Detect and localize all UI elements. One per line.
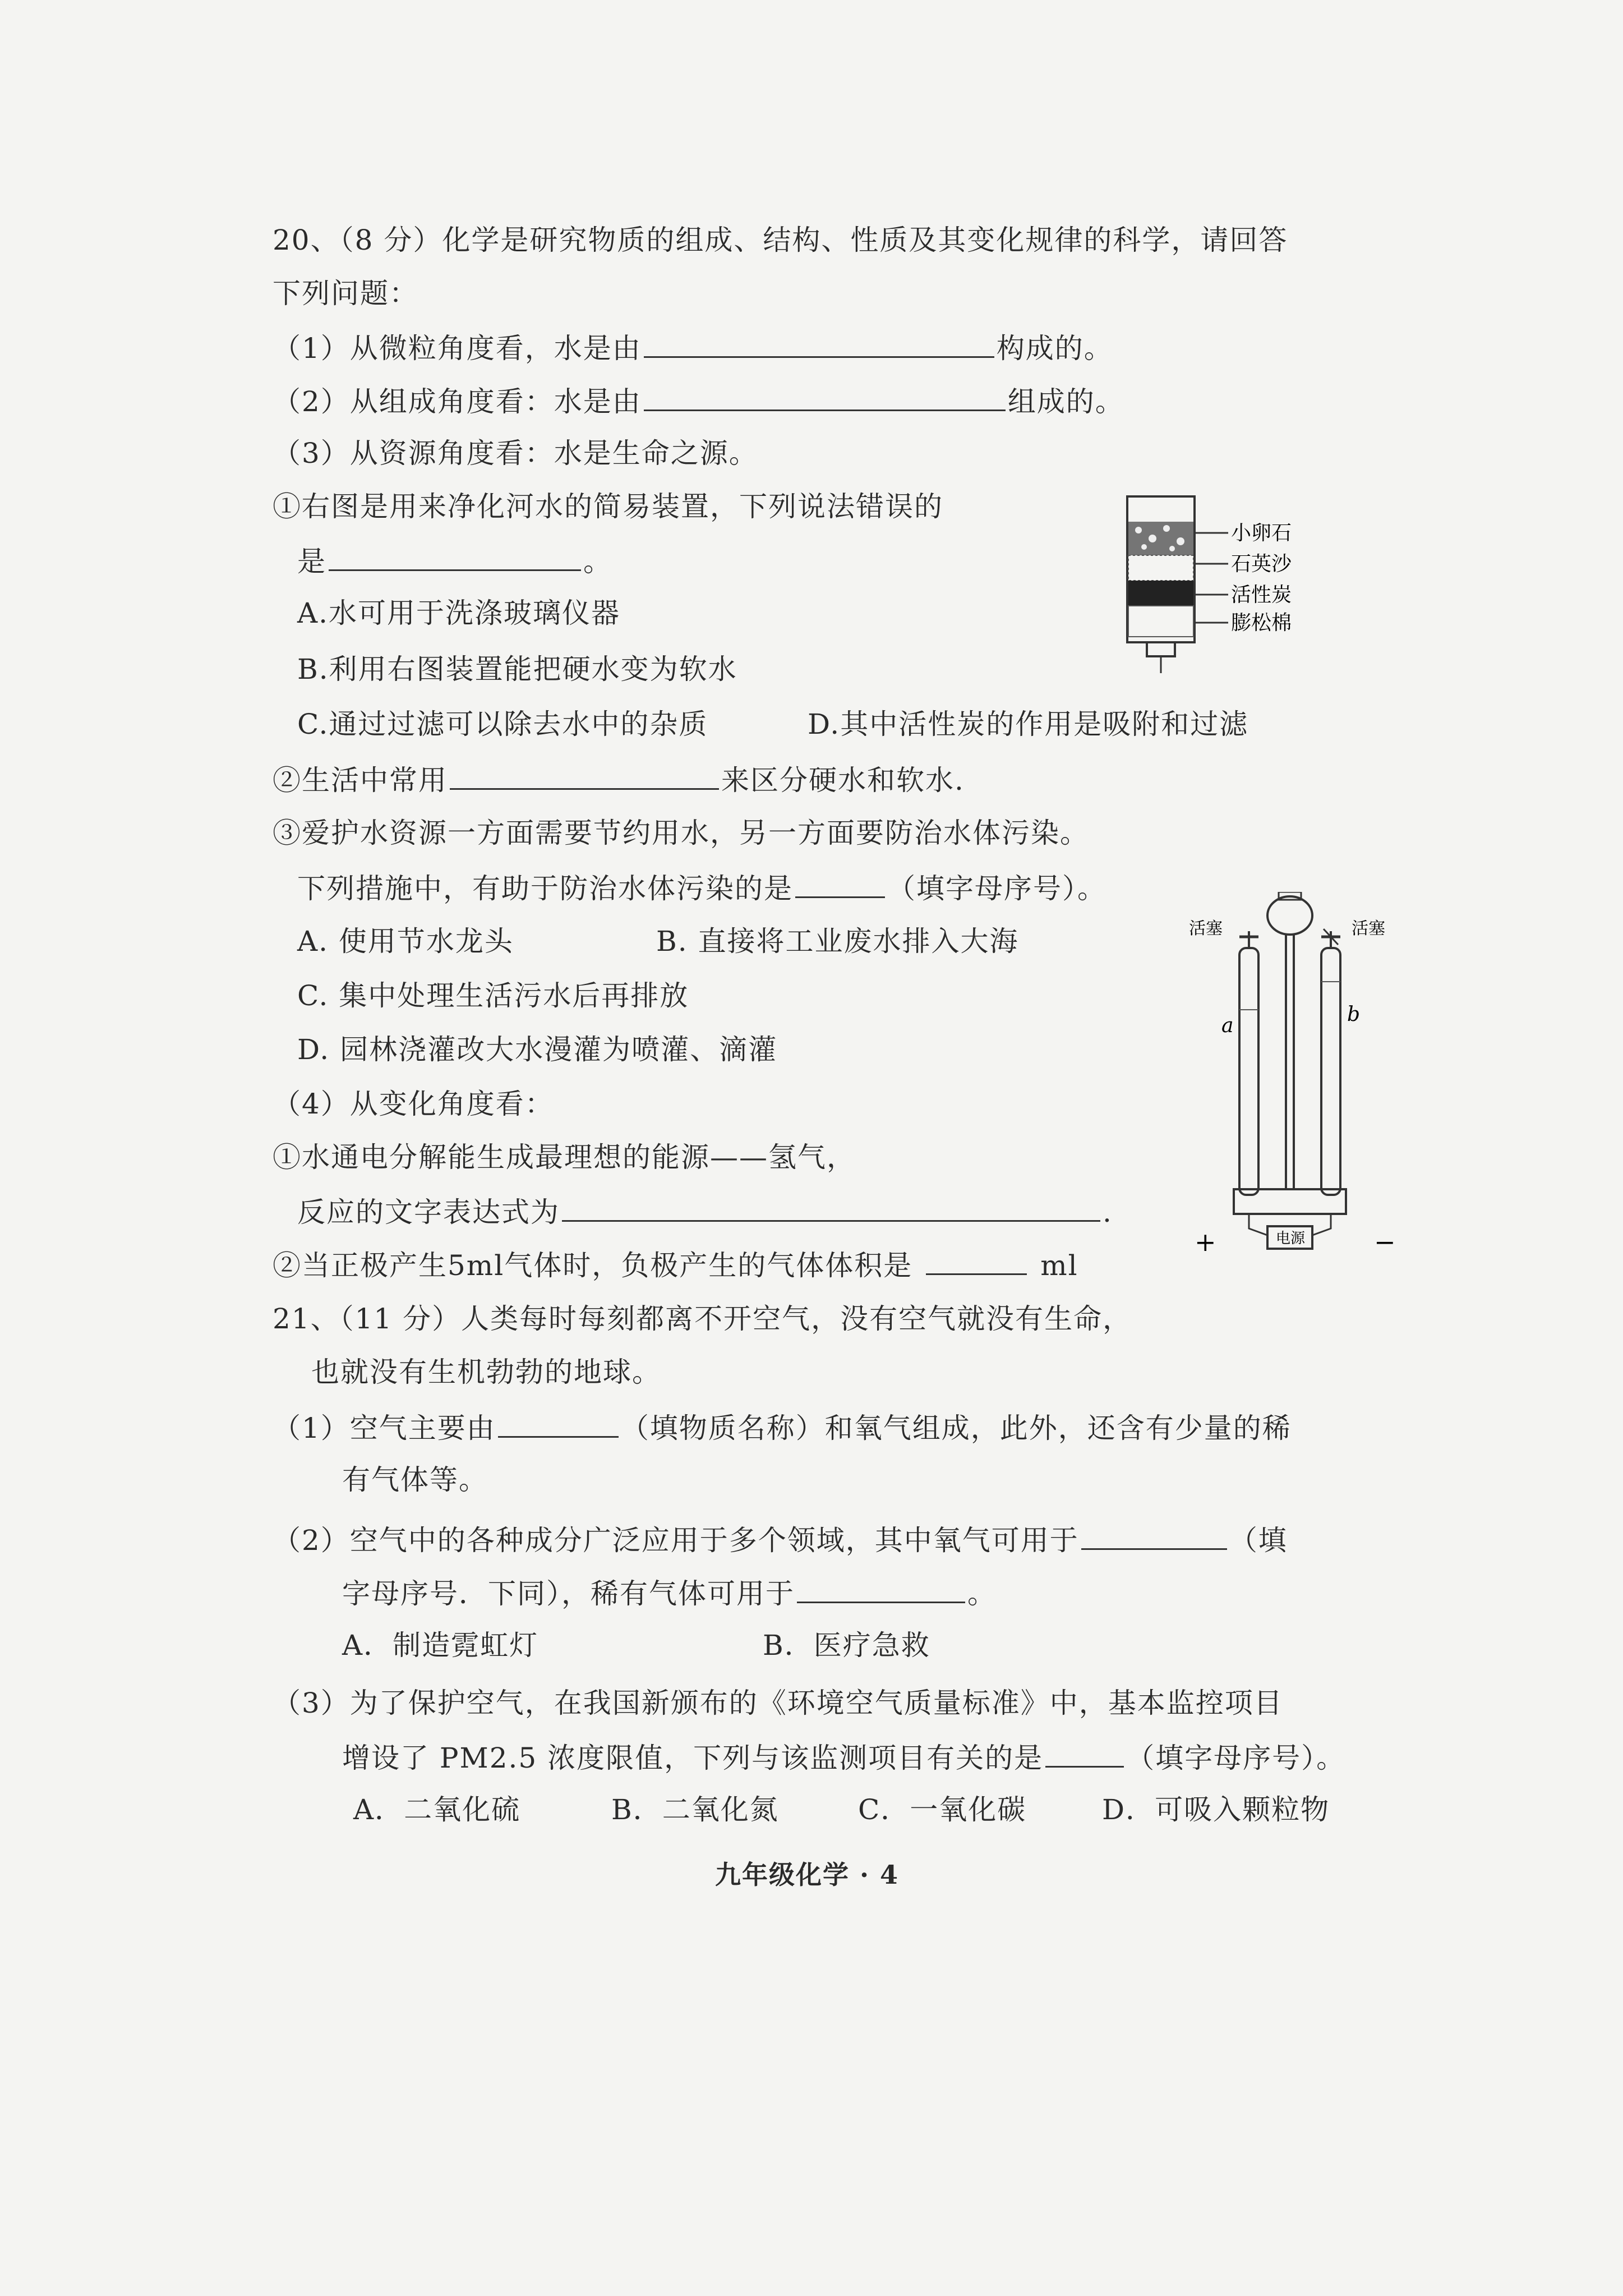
page-footer: 九年级化学 · 4 bbox=[715, 1860, 900, 1890]
electrolysis-figure bbox=[1183, 892, 1396, 1279]
q20-part4-sub2-blank[interactable] bbox=[926, 1245, 1027, 1275]
q21-header-cont: 也就没有生机勃勃的地球。 bbox=[311, 1356, 661, 1388]
q20-part4-sub1: ①水通电分解能生成最理想的能源——氢气， bbox=[273, 1141, 856, 1174]
tube-a bbox=[1239, 948, 1258, 1195]
q20-part2-suffix: 组成的。 bbox=[1007, 385, 1124, 418]
q21-part3-prefix: 增设了 PM2.5 浓度限值，下列与该监测项目有关的是 bbox=[342, 1742, 1044, 1774]
label-power-supply: 电源 bbox=[1276, 1230, 1306, 1247]
label-cotton: 膨松棉 bbox=[1231, 611, 1292, 634]
q21-part1-cont: 有气体等。 bbox=[342, 1464, 488, 1496]
q20-sub3-option-b: B. 直接将工业废水排入大海 bbox=[656, 925, 1019, 958]
q21-part3-option-a: A．二氧化硫 bbox=[353, 1793, 521, 1826]
q20-part3: （3）从资源角度看：水是生命之源。 bbox=[273, 437, 758, 470]
label-tube-b: b bbox=[1347, 1003, 1361, 1026]
apparatus-base bbox=[1234, 1189, 1346, 1214]
q20-sub1-prefix: 是 bbox=[297, 545, 326, 578]
q20-sub1-option-a: A.水可用于洗涤玻璃仪器 bbox=[297, 597, 621, 629]
q20-part4-sub2 bbox=[273, 1245, 1078, 1284]
water-filter-figure bbox=[1099, 494, 1357, 684]
q21-part3-blank[interactable] bbox=[1045, 1738, 1124, 1768]
tube-b bbox=[1321, 948, 1340, 1195]
reservoir-bulb bbox=[1267, 896, 1312, 935]
label-pebbles: 小卵石 bbox=[1231, 522, 1292, 545]
q20-part2-blank[interactable] bbox=[644, 381, 1006, 411]
q20-part4-sub1-suffix: . bbox=[1103, 1196, 1113, 1228]
q21-part3: （3）为了保护空气，在我国新颁布的《环境空气质量标准》中，基本监控项目 bbox=[273, 1687, 1283, 1719]
q20-part1-prefix: （1）从微粒角度看，水是由 bbox=[273, 332, 642, 365]
q21-part2 bbox=[273, 1520, 1288, 1559]
label-right-stopcock: 活塞 bbox=[1352, 919, 1385, 938]
label-tube-a: a bbox=[1221, 1014, 1234, 1037]
cotton-layer bbox=[1128, 606, 1193, 637]
q20-part4-sub2-suffix: ml bbox=[1040, 1249, 1078, 1282]
q20-part1-suffix: 构成的。 bbox=[996, 332, 1113, 365]
q21-part2-cont-prefix: 字母序号．下同），稀有气体可用于 bbox=[342, 1577, 795, 1610]
q21-part1-suffix: （填物质名称）和氧气组成，此外，还含有少量的稀 bbox=[620, 1412, 1292, 1444]
q20-sub3-blank[interactable] bbox=[795, 868, 885, 898]
q21-part2-blank-oxygen[interactable] bbox=[1081, 1520, 1227, 1550]
label-left-stopcock: 活塞 bbox=[1189, 919, 1223, 938]
q21-part2-option-a: A．制造霓虹灯 bbox=[342, 1629, 539, 1662]
q20-part4-sub2-prefix: ②当正极产生5ml气体时，负极产生的气体体积是 bbox=[273, 1249, 913, 1282]
q21-part1 bbox=[273, 1408, 1292, 1447]
q20-sub3-stem: ③爱护水资源一方面需要节约用水，另一方面要防治水体污染。 bbox=[273, 817, 1089, 849]
q21-part2-prefix: （2）空气中的各种成分广泛应用于多个领域，其中氧气可用于 bbox=[273, 1524, 1079, 1557]
filter-nozzle bbox=[1147, 642, 1175, 656]
carbon-layer bbox=[1128, 581, 1193, 606]
q20-sub1-option-d: D.其中活性炭的作用是吸附和过滤 bbox=[808, 708, 1249, 740]
q20-part4: （4）从变化角度看： bbox=[273, 1088, 554, 1120]
q20-sub1-stem-cont bbox=[297, 541, 612, 580]
q21-part3-option-b: B．二氧化氮 bbox=[611, 1793, 779, 1826]
q20-sub1-option-b: B.利用右图装置能把硬水变为软水 bbox=[297, 653, 737, 685]
q21-part1-prefix: （1）空气主要由 bbox=[273, 1412, 496, 1444]
q21-part3-option-c: C．一氧化碳 bbox=[858, 1793, 1027, 1826]
q20-sub3-option-c: C. 集中处理生活污水后再排放 bbox=[297, 979, 689, 1012]
q20-header: 20、（8 分）化学是研究物质的组成、结构、性质及其变化规律的科学，请回答 bbox=[273, 224, 1288, 256]
q20-sub3-stem-cont bbox=[297, 868, 1106, 907]
q20-part4-sub1-prefix: 反应的文字表达式为 bbox=[297, 1196, 560, 1228]
q20-sub2 bbox=[273, 760, 965, 799]
q20-sub1-stem: ①右图是用来净化河水的简易装置，下列说法错误的 bbox=[273, 490, 943, 523]
q21-part2-blank-noble-gas[interactable] bbox=[797, 1573, 965, 1603]
q20-part4-sub1-blank[interactable] bbox=[562, 1192, 1100, 1222]
q21-header: 21、（11 分）人类每时每刻都离不开空气，没有空气就没有生命， bbox=[273, 1303, 1132, 1335]
q21-part2-suffix: （填 bbox=[1229, 1524, 1288, 1557]
stopcock-right bbox=[1321, 929, 1340, 948]
label-activated-carbon: 活性炭 bbox=[1231, 583, 1292, 606]
label-positive: + bbox=[1195, 1227, 1216, 1257]
q21-part2-option-b: B．医疗急救 bbox=[763, 1629, 930, 1662]
q21-part1-blank[interactable] bbox=[498, 1408, 619, 1438]
q20-part2-prefix: （2）从组成角度看：水是由 bbox=[273, 385, 642, 418]
q20-sub2-prefix: ②生活中常用 bbox=[273, 764, 448, 797]
q21-part3-cont bbox=[342, 1738, 1345, 1777]
q20-sub3-option-a: A. 使用节水龙头 bbox=[297, 925, 514, 958]
label-quartz-sand: 石英沙 bbox=[1231, 553, 1292, 576]
q20-sub1-option-c: C.通过过滤可以除去水中的杂质 bbox=[297, 708, 708, 740]
q20-sub3-option-d: D. 园林浇灌改大水漫灌为喷灌、滴灌 bbox=[297, 1033, 778, 1066]
q20-sub3-suffix: （填字母序号）。 bbox=[887, 872, 1106, 905]
pebble-layer bbox=[1128, 522, 1193, 555]
q21-part2-cont bbox=[342, 1573, 997, 1612]
q21-part3-suffix: （填字母序号）。 bbox=[1126, 1742, 1346, 1774]
label-negative: − bbox=[1374, 1227, 1396, 1257]
q20-sub2-suffix: 来区分硬水和软水. bbox=[721, 764, 965, 797]
q20-header-cont: 下列问题： bbox=[273, 277, 418, 310]
q20-part1 bbox=[273, 328, 1113, 367]
sand-layer bbox=[1128, 555, 1193, 581]
q20-sub1-blank[interactable] bbox=[329, 541, 581, 571]
q20-sub2-blank[interactable] bbox=[450, 760, 719, 790]
q20-part4-sub1-cont bbox=[297, 1192, 1113, 1231]
q21-part2-cont-suffix: 。 bbox=[967, 1577, 997, 1610]
q21-part3-option-d: D．可吸入颗粒物 bbox=[1102, 1793, 1330, 1826]
stopcock-left bbox=[1239, 931, 1258, 948]
q20-sub1-suffix: 。 bbox=[583, 545, 612, 578]
q20-part1-blank[interactable] bbox=[644, 328, 994, 358]
q20-sub3-prefix: 下列措施中，有助于防治水体污染的是 bbox=[297, 872, 793, 905]
q20-part2 bbox=[273, 381, 1124, 420]
